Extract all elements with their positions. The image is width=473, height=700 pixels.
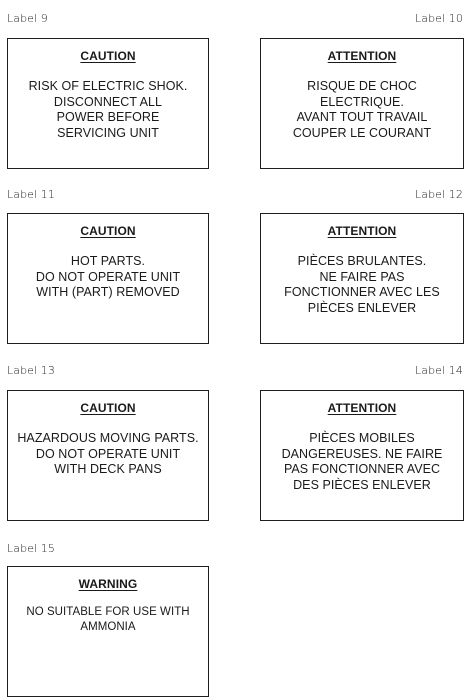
- label-14-heading: ATTENTION: [327, 401, 397, 415]
- label-13-heading: CAUTION: [80, 401, 136, 415]
- label-12-box: [260, 213, 464, 344]
- label-15-heading: WARNING: [78, 577, 138, 591]
- label-15-body: NO SUITABLE FOR USE WITH AMMONIA: [26, 606, 190, 633]
- label-11-heading: CAUTION: [80, 224, 136, 238]
- label-13-body: HAZARDOUS MOVING PARTS. DO NOT OPERATE UNIT WITH DECK PANS: [17, 431, 199, 476]
- label-12-caption: Label 12: [415, 188, 463, 201]
- label-13-caption: Label 13: [7, 364, 55, 377]
- label-11-body: HOT PARTS. DO NOT OPERATE UNIT WITH (PART) REMOVED: [35, 254, 181, 299]
- label-15-box: [7, 566, 209, 697]
- label-12-body: PIÈCES BRULANTES. NE FAIRE PAS FONCTIONNER AVEC LES PIÈCES ENLEVER: [284, 254, 440, 315]
- label-9-box: [7, 38, 209, 169]
- label-10-caption: Label 10: [415, 12, 463, 25]
- label-10-heading: ATTENTION: [327, 49, 397, 63]
- label-11-caption: Label 11: [7, 188, 55, 201]
- label-15-caption: Label 15: [7, 542, 55, 555]
- label-14-box: [260, 390, 464, 521]
- label-14-body: PIÈCES MOBILES DANGEREUSES. NE FAIRE PAS FONCTIONNER AVEC DES PIÈCES ENLEVER: [281, 431, 443, 492]
- label-9-heading: CAUTION: [80, 49, 136, 63]
- label-9-body: RISK OF ELECTRIC SHOK. DISCONNECT ALL POWER BEFORE SERVICING UNIT: [28, 79, 188, 140]
- label-10-body: RISQUE DE CHOC ELECTRIQUE. AVANT TOUT TRAVAIL COUPER LE COURANT: [292, 79, 432, 140]
- label-14-caption: Label 14: [415, 364, 463, 377]
- label-10-box: [260, 38, 464, 169]
- label-9-caption: Label 9: [7, 12, 48, 25]
- label-13-box: [7, 390, 209, 521]
- label-12-heading: ATTENTION: [327, 224, 397, 238]
- label-11-box: [7, 213, 209, 344]
